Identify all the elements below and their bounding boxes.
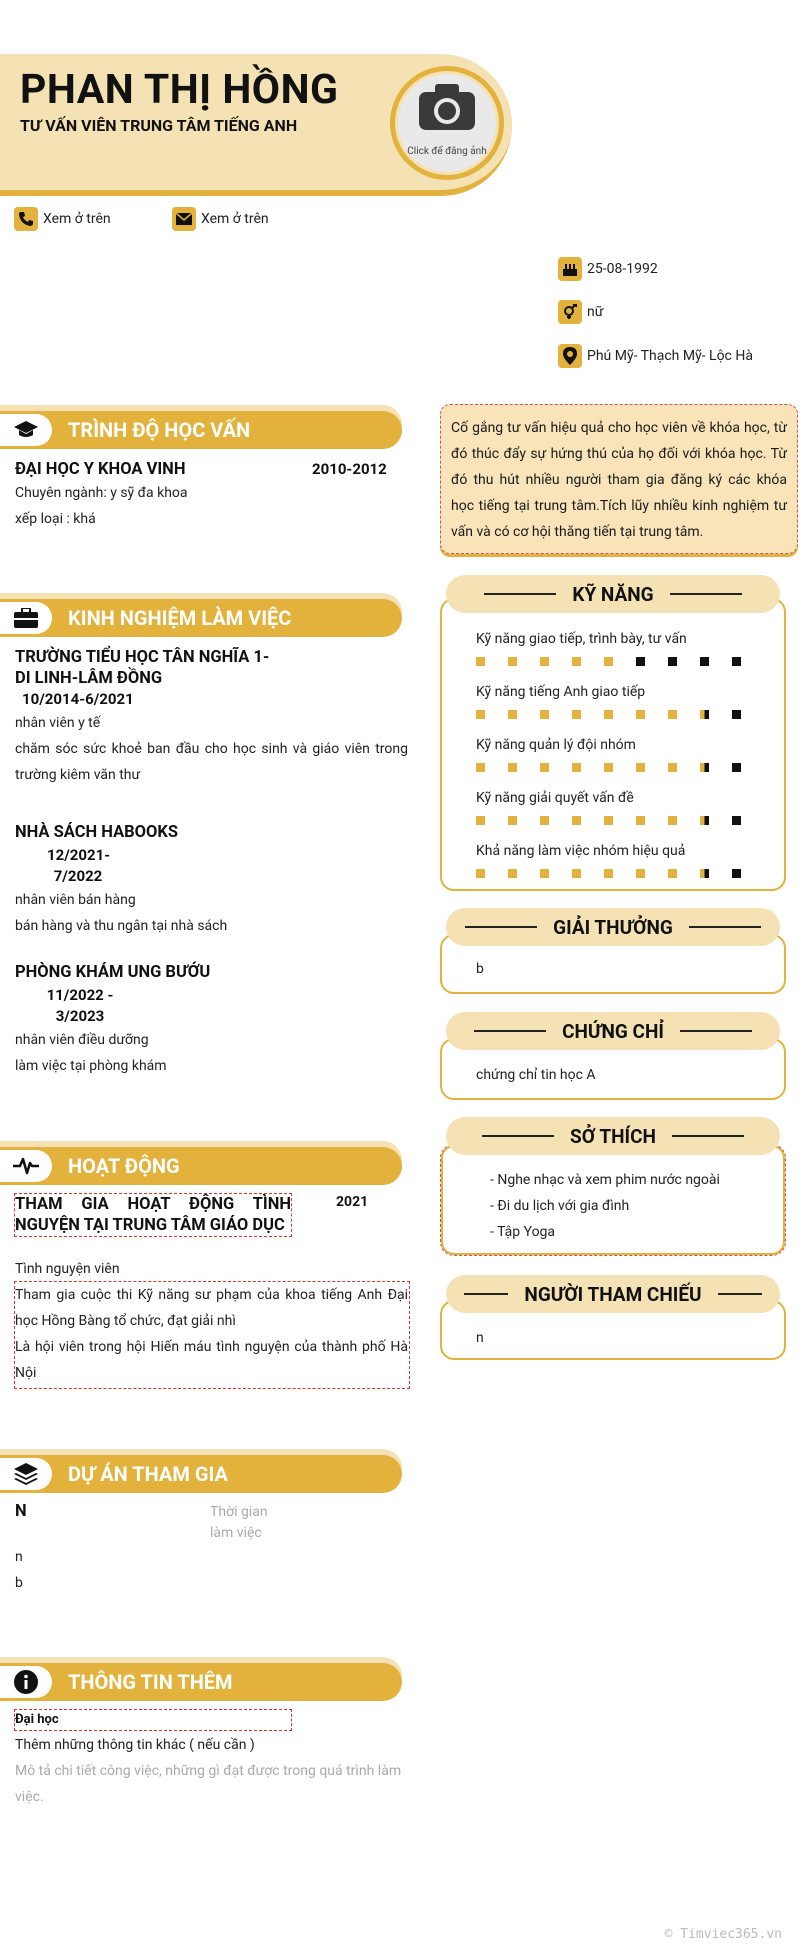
skill-dot [540,763,549,772]
address-value[interactable]: Phú Mỹ- Thạch Mỹ- Lộc Hà [587,348,753,364]
skill-dot [668,763,677,772]
hobbies-title[interactable]: SỞ THÍCH [570,1124,656,1148]
skills-header [446,575,780,613]
skill-dot [668,710,677,719]
skill-level[interactable] [476,816,776,825]
skill-dot [540,710,549,719]
skill-name[interactable]: Kỹ năng quản lý đội nhóm [476,737,636,753]
hobby-item[interactable]: - Nghe nhạc và xem phim nước ngoài [490,1172,720,1188]
skill-dot [476,657,485,666]
skill-row [476,785,776,838]
skill-dot [540,816,549,825]
camera-icon [419,84,475,130]
activity-role[interactable]: Tình nguyện viên [15,1261,120,1277]
skill-level[interactable] [476,710,776,719]
skill-dot [572,869,581,878]
candidate-position[interactable]: TƯ VẤN VIÊN TRUNG TÂM TIẾNG ANH [20,116,298,135]
skill-row [476,626,776,679]
skill-dot [636,816,645,825]
skill-dot [540,869,549,878]
experience-1-role[interactable]: nhân viên y tế [15,715,101,731]
skill-level[interactable] [476,869,776,878]
skill-dot [476,816,485,825]
more-info-placeholder[interactable]: Mô tả chi tiết công việc, những gì đạt được trong quá trình làm việc. [15,1763,402,1805]
skill-dot [476,710,485,719]
skill-dot [508,657,517,666]
awards-header [446,908,780,946]
awards-title[interactable]: GIẢI THƯỞNG [553,915,673,939]
skill-dot [508,710,517,719]
activity-desc-2[interactable]: Là hội viên trong hội Hiến máu tình nguyện của thành phố Hà Nội [15,1339,408,1381]
phone-value[interactable]: Xem ở trên [43,211,111,227]
experience-2-time[interactable]: 12/2021- 7/2022 [47,846,111,885]
hobby-item[interactable]: - Đi du lịch với gia đình [490,1198,630,1214]
project-line-1[interactable]: n [15,1549,23,1565]
certificates-header [446,1012,780,1050]
experience-1-company[interactable]: TRƯỜNG TIỂU HỌC TÂN NGHĨA 1- DI LINH-LÂM ĐỒNG [15,648,270,688]
skill-dot [764,869,773,878]
activity-desc-1[interactable]: Tham gia cuộc thi Kỹ năng sư phạm của khoa tiếng Anh Đại học Hồng Bàng tổ chức, đạt giải nhì [15,1287,408,1329]
experience-2-company[interactable]: NHÀ SÁCH HABOOKS [15,823,179,842]
skill-dot [572,710,581,719]
skill-dot [732,710,741,719]
career-objective[interactable]: Cố gắng tư vấn hiệu quả cho học viên về khóa học, từ đó thúc đẩy sự hứng thú của họ đối với khóa học. Từ đó thu hút nhiều người tham gia đăng ký các khóa học tiếng tại trung tâm.Tích lũy nhiều kinh nghiệm tư vấn và có cơ hội thăng tiến tại trung tâm. [440,404,798,554]
skill-dot [636,657,645,666]
awards-text[interactable]: b [476,961,484,977]
references-header [446,1275,780,1313]
education-time[interactable]: 2010-2012 [312,460,387,478]
skill-dot [668,816,677,825]
skill-level[interactable] [476,657,776,666]
skill-dot [476,763,485,772]
skill-row [476,732,776,785]
location-pin-icon [558,344,582,368]
skill-dot [604,710,613,719]
skill-dot [604,657,613,666]
education-school[interactable]: ĐẠI HỌC Y KHOA VINH [15,460,186,479]
activity-org[interactable]: THAM GIA HOẠT ĐỘNG TÌNH NGUYỆN TẠI TRUNG TÂM GIÁO DỤC [15,1195,291,1235]
activities-title[interactable]: HOẠT ĐỘNG [68,1154,180,1178]
experience-2-role[interactable]: nhân viên bán hàng [15,892,136,908]
hobbies-header [446,1117,780,1155]
skill-dot [508,816,517,825]
skill-dot [668,869,677,878]
heartbeat-icon [0,1150,52,1182]
email-value[interactable]: Xem ở trên [201,211,269,227]
skill-dot [540,657,549,666]
activity-time[interactable]: 2021 [336,1194,369,1210]
experience-3-company[interactable]: PHÒNG KHÁM UNG BƯỚU [15,963,211,982]
phone-icon [14,207,38,231]
references-title[interactable]: NGƯỜI THAM CHIẾU [524,1282,702,1306]
birthday-cake-icon [558,257,582,281]
skill-dot [732,816,741,825]
skill-dot [604,869,613,878]
avatar-upload-label[interactable]: Click để đăng ảnh [407,146,487,157]
skill-row [476,838,776,891]
skill-dot [636,710,645,719]
experience-1-desc[interactable]: chăm sóc sức khoẻ ban đầu cho học sinh và giáo viên trong trường kiêm văn thư [15,741,408,783]
layers-icon [0,1458,52,1490]
watermark: © Timviec365.vn [664,1927,782,1942]
skill-dot [572,657,581,666]
skill-name[interactable]: Kỹ năng giải quyết vấn đề [476,790,634,806]
info-icon [0,1666,52,1698]
project-name[interactable]: N [15,1502,27,1521]
more-info-title[interactable]: THÔNG TIN THÊM [68,1670,233,1694]
skill-dot [700,869,709,878]
projects-title[interactable]: DỰ ÁN THAM GIA [68,1462,228,1486]
references-text[interactable]: n [476,1330,484,1346]
birthday-value[interactable]: 25-08-1992 [587,261,658,277]
skills-list [476,626,776,891]
skill-dot [732,657,741,666]
email-icon [172,207,196,231]
skill-name[interactable]: Khả năng làm việc nhóm hiệu quả [476,843,686,859]
skill-dot [604,816,613,825]
education-grade[interactable]: xếp loại : khá [15,511,96,527]
skill-dot [636,869,645,878]
gender-value[interactable]: nữ [587,304,604,320]
skill-dot [732,763,741,772]
skill-dot [764,816,773,825]
more-info-heading[interactable]: Đại học [14,1709,292,1731]
skill-dot [508,763,517,772]
skill-dot [700,710,709,719]
skill-name[interactable]: Kỹ năng tiếng Anh giao tiếp [476,684,646,700]
skill-dot [700,763,709,772]
skill-dot [700,816,709,825]
skill-dot [668,657,677,666]
experience-2-desc[interactable]: bán hàng và thu ngân tại nhà sách [15,918,228,934]
certificates-title[interactable]: CHỨNG CHỈ [562,1019,664,1043]
experience-1-time[interactable]: 10/2014-6/2021 [22,690,134,708]
skill-dot [604,763,613,772]
gender-icon [558,300,582,324]
skill-name[interactable]: Kỹ năng giao tiếp, trình bày, tư vấn [476,631,687,647]
hobby-item[interactable]: - Tập Yoga [490,1224,556,1240]
skill-dot [636,763,645,772]
skill-dot [732,869,741,878]
skill-dot [572,816,581,825]
more-info-line[interactable]: Thêm những thông tin khác ( nếu cần ) [15,1737,255,1753]
skill-row [476,679,776,732]
skill-dot [700,657,709,666]
candidate-name[interactable]: PHAN THỊ HỒNG [20,66,339,114]
education-major[interactable]: Chuyên ngành: y sỹ đa khoa [15,485,188,501]
skill-dot [764,657,773,666]
skill-dot [764,763,773,772]
experience-title[interactable]: KINH NGHIỆM LÀM VIỆC [68,606,292,630]
project-time-placeholder[interactable]: Thời gian làm việc [210,1504,268,1541]
skill-level[interactable] [476,763,776,772]
skill-dot [572,763,581,772]
skills-title[interactable]: KỸ NĂNG [572,582,654,606]
graduation-cap-icon [0,414,52,446]
skill-dot [508,869,517,878]
education-title[interactable]: TRÌNH ĐỘ HỌC VẤN [68,418,251,442]
experience-3-desc[interactable]: làm việc tại phòng khám [15,1058,167,1074]
skill-dot [764,710,773,719]
briefcase-icon [0,602,52,634]
skill-dot [476,869,485,878]
experience-3-time[interactable]: 11/2022 - 3/2023 [46,986,114,1025]
experience-3-role[interactable]: nhân viên điều dưỡng [15,1032,149,1048]
certificates-text[interactable]: chứng chỉ tin học A [476,1067,596,1083]
project-line-2[interactable]: b [15,1575,23,1591]
activities-section-header [0,1147,402,1185]
